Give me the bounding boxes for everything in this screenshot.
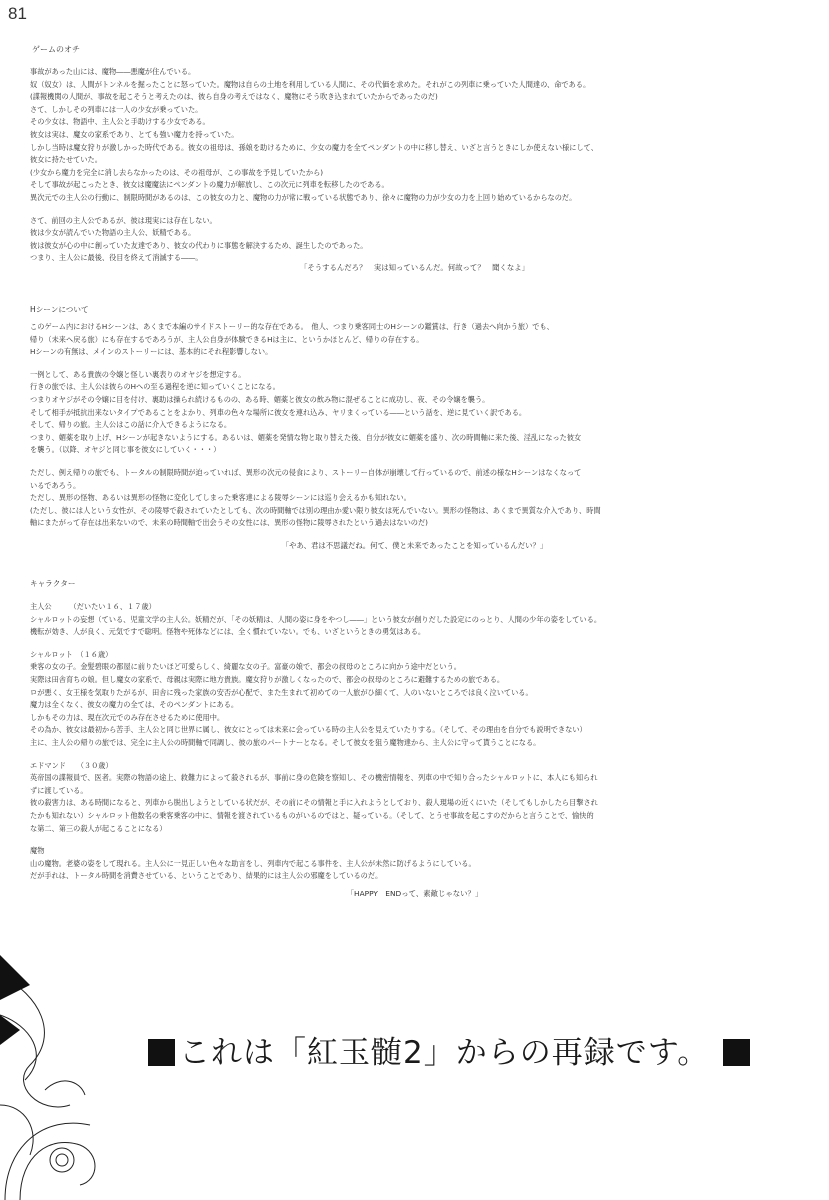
text-line: そして相手が抵抗出来ないタイプであることをよかり、列車の色々な場所に彼女を連れ込み、ヤリまくっている――という話を、逆に見ていく訳である。 [30, 407, 527, 417]
text-line: 機転が効き、人が良く、元気ですで聡明。怪物や死体などには、全く慣れていない。でも、いざというときの勇気はある。 [30, 627, 426, 637]
text-line: を襲う。（以降、オヤジと同じ事を彼女にしていく・・・） [30, 445, 221, 455]
text-line: つまりオヤジがその令嬢に目を付け、裏助は操られ続けるものの、ある時、媚薬と彼女の飲み物に混ぜることに成功し、夜、その令嬢を襲う。 [30, 394, 490, 404]
black-square-icon [148, 1039, 175, 1066]
text-line: つまり、主人公に最後、役目を終えて消滅する――。 [30, 253, 203, 263]
text-line: そして、帰りの旅。主人公はこの話に介入できるようになる。 [30, 420, 232, 430]
text-line: いるであろう。 [30, 480, 81, 490]
text-line [30, 835, 800, 845]
text-line: 軸にまたがって存在は出来ないので、未来の時間軸で出会うその女性には、異形の怪物に陵辱されたという過去はないのだ) [30, 518, 428, 528]
text-line [30, 457, 800, 467]
text-line: 異次元での主人公の行動に、制限時間があるのは、この彼女の力と、魔物の力が常に戦っている状態であり、徐々に魔物の力が少女の力を上回り始めているからなのだ。 [30, 192, 577, 202]
text-line: 行きの旅では、主人公は彼らのHへの至る過程を逆に知っていくことになる。 [30, 382, 280, 392]
text-line: 魔力は全くなく、彼女の魔力の全ては、そのペンダントにある。 [30, 700, 239, 710]
decorative-flourish-icon [0, 955, 120, 1200]
text-line: シャルロット （１６歳） [30, 649, 113, 659]
text-line: 主人公 （だいたい１６、１７歳） [30, 602, 156, 611]
text-line: (ただし、彼には人という女性が、その陵辱で殺されていたとしても、次の時間軸では別の理由か愛い限り彼女は死んでいない。異形の怪物は、あくまで異質な介入であり、時間 [30, 505, 601, 515]
text-line [30, 750, 800, 760]
quote-two: 「やあ、君は不思議だね。何て、僕と未来であったことを知っているんだい？」 [281, 541, 548, 550]
text-line: 彼女は実は、魔女の家系であり、とても強い魔力を持っていた。 [30, 129, 239, 139]
text-line: 帰り（未来へ戻る旅）にも存在するであろうが、主人公自身が体験できるHは主に、というかほとんど、帰りの存在する。 [30, 334, 424, 344]
text-line: だが手れは、トータル時間を消費させている、ということであり、結果的には主人公の邪魔をしているのだ。 [30, 871, 383, 881]
text-line: ずに渡している。 [30, 785, 88, 795]
characters-heading: キャラクター [30, 579, 76, 588]
text-line: ただし、異形の怪物、あるいは異形の怪物に変化してしまった乗客達による陵辱シーンには巡り会えるかも知れない。 [30, 493, 411, 503]
page-number: 81 [8, 4, 27, 23]
text-line: 魔物 [30, 846, 45, 856]
text-line: 乗客の女の子。金髪碧眼の都屋に前りたいほど可愛らしく、綺麗な女の子。富豪の娘で、都会の叔母のところに向かう途中だという。 [30, 662, 461, 672]
text-line: 主に、主人公の帰りの旅では、完全に主人公の時間軸で同調し、彼の旅のパートナーとなる。そして彼女を狙う魔物達から、主人公に守って貰うことになる。 [30, 737, 541, 747]
text-line: 彼は彼女が心の中に創っていた友達であり、彼女の代わりに事態を解決するため、誕生したのであった。 [30, 240, 368, 250]
text-line: 一例として、ある貴族の令嬢と怪しい裏表りのオヤジを想定する。 [30, 369, 246, 379]
text-line: その少女は、物語中、主人公と手助けする少女である。 [30, 117, 210, 127]
text-line: しかもその力は、現在次元でのみ存在させるために使用中。 [30, 712, 225, 722]
text-line: な第二、第三の殺人が起こることになる） [30, 823, 167, 833]
text-line: そして事故が起こったとき、彼女は魔魔法にペンダントの魔力が解放し、この次元に列車を転移したのである。 [30, 180, 389, 190]
text-line: Hシーンの有無は、メインのストーリーには、基本的にそれ程影響しない。 [30, 347, 273, 357]
text-line: 奴（奴女）は、人間がトンネルを掘ったことに怒っていた。魔物は自らの土地を利用している人間に、その代価を求めた。それがこの列車に乗っていた人間達の、命である。 [30, 79, 591, 89]
text-line: 彼の殺害力は、ある時間になると、列車から脱出しようとしている状だが、その前にその情報と手に入れようとしており、殺人現場の近くにいた（そしてもしかしたら目撃され [30, 798, 598, 808]
text-line [30, 205, 800, 215]
text-line: しかし当時は魔女狩りが激しかった時代である。彼女の祖母は、孫娘を助けるために、少女の魔力を全てペンダントの中に移し替え、いざと言うときにしか使えない様にして、 [30, 142, 598, 152]
text-line: エドマンド （３０歳） [30, 760, 113, 770]
reprint-notice [144, 1027, 754, 1072]
quote-three: 「HAPPY ENDって、素敵じゃない？」 [346, 889, 483, 898]
text-line [30, 639, 800, 649]
text-line: 英帝国の諜報員で、医者。実際の物語の途上、救難力によって殺されるが、事前に身の危険を察知し、その機密情報を、列車の中で知り合ったシャルロットに、本人にも知られ [30, 773, 598, 783]
text-line: (諜報機関の人間が、事故を起こそうと考えたのは、彼ら自身の考えではなく、魔物にそう吹き込まれていたからであったのだ) [30, 92, 438, 102]
text-line: その為か、彼女は最初から苦手、主人公と同じ世界に属し、彼女にとっては未来に会っている時の主人公を見えていたりする。（そして、その理由を自分でも説明できない） [30, 725, 587, 735]
text-line: 事故があった山には、魔物――悪魔が住んでいる。 [30, 67, 196, 76]
text-line: さて、しかしその列車には一人の少女が乗っていた。 [30, 104, 203, 114]
text-line: シャルロットの妄想（ている、児童文学の主人公。妖精だが、「その妖精は、人間の姿に身をやつし――」という彼女が創りだした設定にのっとり、人間の少年の姿をしている。 [30, 614, 602, 624]
section-title-ending: ゲームのオチ [32, 45, 80, 54]
h-scenes-text [30, 321, 800, 530]
text-line: このゲーム内におけるHシーンは、あくまで本編のサイドストーリー的な存在である。 他人、つまり乗客同士のHシーンの鑑賞は、行き（過去へ向かう旅）でも、 [30, 322, 554, 331]
text-line: つまり、媚薬を取り上げ、Hシーンが起きないようにする。あるいは、媚薬を発情な物と取り替えた後、自分が彼女に媚薬を盛り、次の時間軸に来た後、淫乱になった彼女 [30, 432, 582, 442]
text-line: さて、前回の主人公であるが、彼は現実には存在しない。 [30, 215, 217, 225]
text-line: 山の魔物。老婆の姿をして現れる。主人公に一見正しい色々な助言をし、列車内で起こる事件を、主人公が未然に防げるようにしている。 [30, 858, 476, 868]
ending-explanation-text [30, 66, 800, 265]
text-line: 実際は田舎育ちの娘。但し魔女の家系で、母親は実際に地方貴族。魔女狩りが激しくなったので、都会の叔母のところに避難するための旅である。 [30, 674, 505, 684]
black-square-icon [723, 1039, 750, 1066]
text-line [30, 359, 800, 369]
text-line: ロが悪く、女王様を気取りたがるが、田舎に残った家族の安否が心配で、また生まれて初めての一人旅がひ細くて、人のいないところでは良く泣いている。 [30, 687, 533, 697]
quote-one: 「そうするんだろ？ 実は知っているんだ。何故って？ 聞くなよ」 [299, 263, 530, 272]
characters-text [30, 601, 800, 883]
text-line: 彼女に持たせていた。 [30, 155, 102, 165]
h-scenes-heading: Hシーンについて [30, 305, 89, 314]
reprint-notice-text: これは「紅玉髄2」からの再録です。 [179, 1035, 710, 1071]
text-line: ただし、例え帰りの旅でも、トータルの制限時間が迫っていれば、異形の次元の侵食により、ストーリー自体が崩壊して行っているので、前述の様なHシーンはなくなって [30, 467, 582, 477]
text-line: 彼は少女が読んでいた物語の主人公、妖精である。 [30, 228, 196, 238]
text-line: たかも知れない）シャルロット他数名の乗客乗客の中に、情報を渡されているものがいるのではと、疑っている。（そして、とうせ事故を起こすのだからと言うことで、愉快的 [30, 810, 594, 820]
text-line: (少女から魔力を完全に消し去らなかったのは、その祖母が、この事故を予見していたから) [30, 167, 324, 177]
